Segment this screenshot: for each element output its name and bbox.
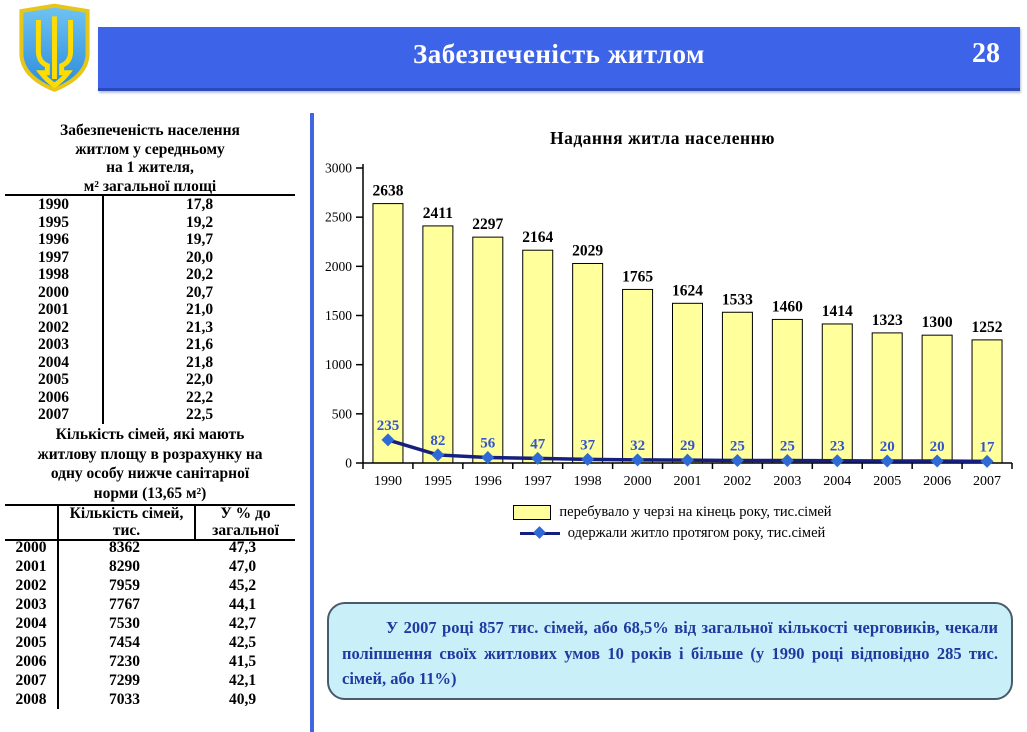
table-row [5, 196, 295, 214]
line-value-label: 47 [530, 436, 546, 453]
bar-value-label: 1460 [771, 298, 803, 316]
percent-cell: 42,5 [228, 634, 257, 651]
chart-title: Надання житла населенню [549, 128, 776, 148]
value-cell: 21,3 [185, 318, 214, 336]
percent-cell: 47,3 [228, 539, 257, 556]
percent-cell: 42,7 [228, 615, 257, 632]
value-cell: 20,7 [185, 283, 214, 301]
families-table-header [5, 504, 295, 541]
table-row [5, 595, 295, 614]
bar-value-label: 2411 [422, 204, 453, 222]
bar-value-label: 2164 [522, 229, 554, 247]
x-tick-label: 2001 [673, 474, 702, 489]
table-row [5, 301, 295, 319]
bar [423, 226, 453, 463]
y-tick-label: 500 [331, 406, 352, 422]
line-value-label: 56 [480, 435, 496, 452]
bar-value-label: 1414 [821, 302, 853, 320]
line-value-label: 235 [376, 417, 400, 434]
page-number: 28 [972, 38, 1000, 69]
x-tick-label: 1995 [423, 474, 452, 489]
percent-cell: 40,9 [228, 691, 257, 708]
x-tick-label: 1990 [373, 474, 402, 489]
line-value-label: 25 [729, 438, 745, 455]
legend-item-line: одержали житло протягом року, тис.сімей [520, 525, 826, 542]
table-row [5, 406, 295, 424]
ukraine-coat-of-arms-icon [8, 3, 101, 96]
table-row [5, 354, 295, 372]
year-cell: 2000 [5, 538, 59, 557]
line-value-label: 20 [879, 439, 895, 456]
x-tick-label: 2002 [723, 474, 752, 489]
percent-cell: 47,0 [228, 558, 257, 575]
y-tick-label: 1500 [325, 308, 352, 323]
year-cell: 2005 [5, 371, 104, 389]
families-cell: 7959 [109, 577, 140, 594]
year-cell: 2007 [5, 406, 104, 424]
line-value-label: 82 [430, 432, 446, 449]
families-cell: 7299 [109, 672, 140, 689]
families-cell: 7454 [109, 634, 140, 651]
families-cell: 7767 [109, 596, 140, 613]
bar-value-label: 1533 [721, 291, 753, 309]
note-box [327, 602, 1013, 700]
year-cell: 1996 [5, 231, 104, 249]
year-cell: 2000 [5, 284, 104, 302]
x-tick-label: 1998 [573, 474, 602, 489]
bar-swatch-icon [513, 505, 551, 520]
table-row [5, 389, 295, 407]
y-tick-label: 1000 [325, 357, 352, 373]
x-tick-label: 2007 [973, 474, 1002, 489]
year-cell: 2005 [5, 633, 59, 652]
page-title: Забезпеченість житлом [413, 39, 705, 69]
bar-value-label: 1300 [921, 314, 953, 332]
avg-area-table-title: Забезпеченість населення житлом у середньому на 1 жителя, м² загальної площі [60, 122, 240, 195]
value-cell: 19,2 [185, 213, 214, 231]
bar-value-label: 2297 [472, 216, 504, 234]
year-cell: 1990 [5, 196, 104, 214]
value-cell: 22,2 [185, 388, 214, 406]
value-cell: 22,0 [185, 371, 214, 388]
table-row [5, 319, 295, 337]
year-cell: 2004 [5, 614, 59, 633]
year-cell: 2001 [5, 301, 104, 319]
value-cell: 21,6 [185, 336, 214, 353]
value-cell: 21,8 [185, 353, 214, 371]
year-cell: 2001 [5, 557, 59, 576]
year-cell: 2007 [5, 671, 59, 690]
x-tick-label: 2004 [823, 474, 852, 489]
year-cell: 2002 [5, 319, 104, 337]
value-cell: 19,7 [185, 231, 214, 248]
table-row [5, 633, 295, 652]
families-cell: 7530 [109, 615, 140, 632]
value-cell: 22,5 [185, 406, 214, 423]
year-cell: 2003 [5, 595, 59, 614]
line-value-label: 32 [630, 437, 646, 454]
table-row [5, 249, 295, 267]
line-value-label: 17 [979, 439, 995, 456]
families-cell: 8290 [109, 558, 140, 575]
bar-value-label: 2638 [372, 182, 404, 200]
bar-value-label: 1252 [971, 318, 1003, 336]
bar-value-label: 2029 [572, 242, 604, 260]
percent-cell: 45,2 [228, 577, 257, 594]
x-tick-label: 2005 [873, 474, 902, 489]
bar-value-label: 1765 [622, 268, 654, 286]
year-cell: 1995 [5, 214, 104, 232]
y-tick-label: 3000 [325, 160, 352, 176]
families-cell: 7033 [109, 691, 140, 708]
y-tick-label: 2500 [325, 209, 352, 225]
families-table [5, 538, 295, 709]
bar [523, 250, 553, 463]
line-value-label: 20 [929, 439, 945, 456]
y-tick-label: 0 [345, 455, 352, 471]
bar [573, 263, 603, 463]
line-value-label: 25 [779, 438, 795, 455]
table-row [5, 538, 295, 557]
header-banner [98, 27, 1020, 91]
table-row [5, 557, 295, 576]
line-value-label: 37 [580, 437, 596, 454]
percent-cell: 41,5 [228, 653, 257, 670]
line-marker-icon [520, 527, 560, 540]
families-cell: 8362 [109, 539, 140, 556]
table-row [5, 690, 295, 709]
year-cell: 2004 [5, 354, 104, 372]
avg-area-table [5, 194, 295, 424]
bar-value-label: 1624 [672, 282, 703, 300]
families-cell: 7230 [109, 653, 140, 670]
vertical-divider [310, 113, 314, 732]
year-cell: 2008 [5, 690, 59, 709]
note-text: У 2007 році 857 тис. сімей, або 68,5% від загальної кількості черговиків, чекали поліпшення своїх житлових умов 10 років і більше (у 1990 році відповідно 285 тис. сімей, або 11%) [342, 618, 998, 689]
bar [473, 237, 503, 463]
year-cell: 1997 [5, 249, 104, 267]
value-cell: 17,8 [185, 196, 214, 213]
x-tick-label: 2006 [923, 474, 952, 489]
value-cell: 20,0 [185, 248, 214, 266]
value-cell: 20,2 [185, 266, 214, 283]
table-row [5, 614, 295, 633]
chart-area [318, 110, 1027, 602]
y-tick-label: 2000 [325, 258, 352, 274]
percent-cell: 44,1 [228, 596, 257, 613]
table-row [5, 371, 295, 389]
table-row [5, 284, 295, 302]
col-header: Кількість сімей, тис. [59, 506, 196, 539]
col-header: У % до загальної [212, 505, 279, 539]
table-row [5, 671, 295, 690]
year-cell: 1998 [5, 266, 104, 284]
line-value-label: 29 [680, 438, 695, 455]
year-cell: 2006 [5, 652, 59, 671]
percent-cell: 42,1 [228, 672, 257, 689]
legend-item-bar: перебувало у черзі на кінець року, тис.сімей [513, 504, 831, 521]
trident-icon [8, 3, 101, 96]
x-tick-label: 2003 [773, 474, 802, 489]
table-row [5, 576, 295, 595]
table-row [5, 652, 295, 671]
year-cell: 2006 [5, 389, 104, 407]
table-row [5, 336, 295, 354]
chart-legend [318, 504, 1027, 542]
x-tick-label: 1997 [523, 474, 552, 489]
table-row [5, 214, 295, 232]
table-row [5, 231, 295, 249]
value-cell: 21,0 [185, 301, 214, 318]
line-value-label: 23 [829, 438, 845, 455]
x-tick-label: 1996 [473, 474, 502, 489]
table-row [5, 266, 295, 284]
year-cell: 2002 [5, 576, 59, 595]
bar-value-label: 1323 [871, 311, 903, 329]
families-table-title: Кількість сімей, які мають житлову площу в розрахунку на одну особу нижче санітарної норми (13,65 м²) [37, 426, 263, 502]
x-tick-label: 2000 [623, 474, 652, 489]
year-cell: 2003 [5, 336, 104, 354]
